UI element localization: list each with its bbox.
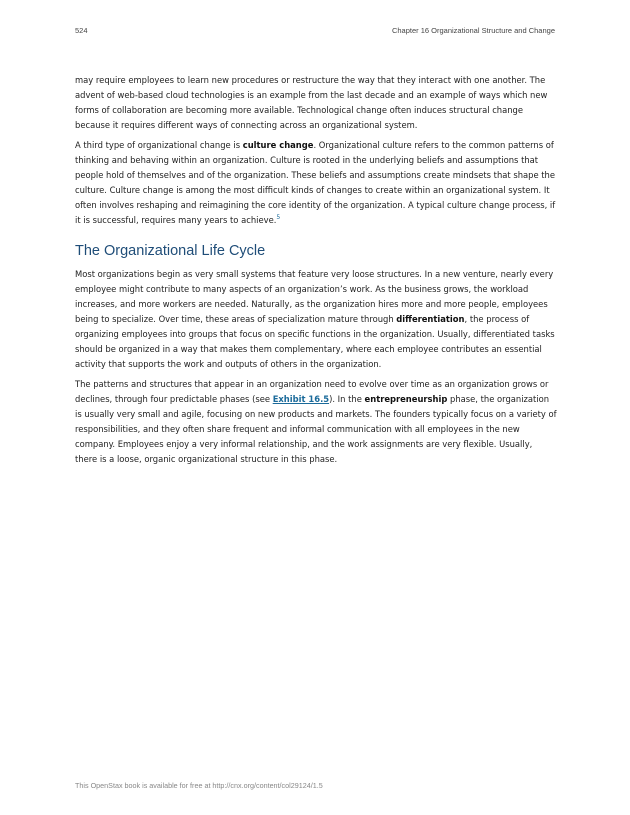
- paragraph-technological-change: [75, 73, 557, 132]
- paragraph-text: The patterns and structures that appear in an organization need to evolve over time as an organization grows or declines, through four predictable phases (see: [75, 379, 549, 405]
- page-header: [75, 26, 555, 38]
- page-number: 524: [75, 26, 88, 35]
- paragraph-text: , the process of organizing employees into groups that focus on specific functions in the organization. Usually, differentiated tasks should be organized in a way that makes them complementary, where each employee contributes an essential activity that supports the work and outputs of others in the organization.: [75, 313, 555, 369]
- key-term-culture-change: culture change: [242, 140, 314, 151]
- page-content: [75, 73, 557, 472]
- page-footer: This OpenStax book is available for free at http://cnx.org/content/col29124/1.5: [75, 781, 323, 790]
- paragraph-text: . Organizational culture refers to the common patterns of thinking and behaving within an organization. Culture is rooted in the underlying beliefs and assumptions that people hold of themselves and of the organization. These beliefs and assumptions create mindsets that shape the culture. Culture change is among the most difficult kinds of changes to create within an organizational system. It often involves reshaping and reimagining the core identity of the organization. A typical culture change process, if it is successful, requires many years to achieve.: [75, 140, 556, 225]
- paragraph-life-cycle-phases: [75, 377, 557, 466]
- exhibit-link[interactable]: Exhibit 16.5: [272, 394, 330, 405]
- paragraph-text: may require employees to learn new procedures or restructure the way that they interact with one another. The advent of web-based cloud technologies is an example from the last decade and an example of ways which new forms of collaboration are becoming more available. Technological change often induces structural change because it requires different ways of connecting across an organizational system.: [75, 75, 548, 130]
- paragraph-text: phase, the organization is usually very small and agile, focusing on new products and markets. The founders typically focus on a variety of responsibilities, and they often share frequent and informal communication with all employees in the new company. Employees enjoy a very informal relationship, and the work assignments are very flexible. Usually, there is a loose, organic organizational structure in this phase.: [75, 394, 557, 464]
- section-heading: The Organizational Life Cycle: [75, 243, 266, 260]
- paragraph-text: Most organizations begin as very small systems that feature very loose structures. In a new venture, nearly every employee might contribute to many aspects of an organization’s work. As the business grows, the workload increases, and more workers are needed. Naturally, as the organization hires more and more people, employees being to specialize. Over time, these areas of specialization mature through: [75, 269, 554, 324]
- paragraph-text: ). In the: [329, 394, 365, 405]
- paragraph-culture-change: [75, 138, 557, 227]
- paragraph-differentiation: [75, 267, 557, 371]
- key-term-entrepreneurship: entrepreneurship: [364, 394, 448, 405]
- paragraph-text: A third type of organizational change is: [75, 140, 243, 151]
- chapter-title: Chapter 16 Organizational Structure and Change: [391, 26, 555, 35]
- key-term-differentiation: differentiation: [396, 313, 465, 324]
- footnote-reference[interactable]: 5: [276, 213, 281, 221]
